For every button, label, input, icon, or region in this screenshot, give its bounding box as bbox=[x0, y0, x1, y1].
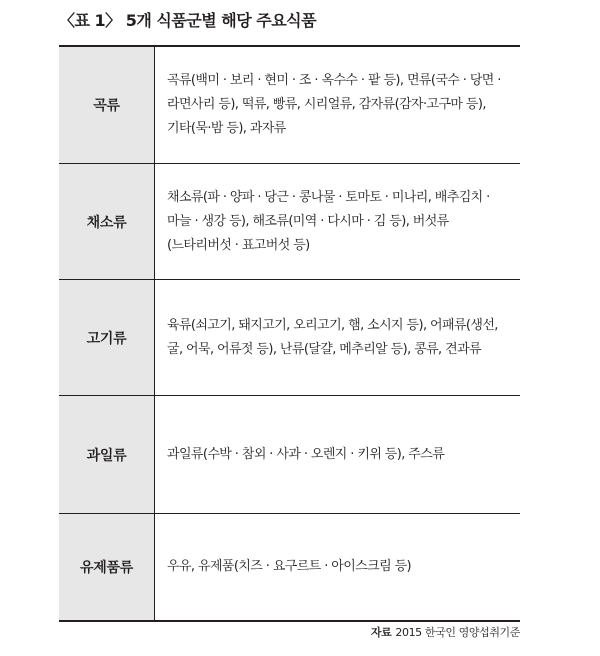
items-cell: 과일류(수박 · 참외 · 사과 · 오렌지 · 키위 등), 주스류 bbox=[167, 446, 445, 462]
items-cell: 우유, 유제품(치즈 · 요구르트 · 아이스크림 등) bbox=[167, 559, 412, 574]
category-cell: 고기류 bbox=[59, 280, 155, 395]
food-group-table bbox=[59, 45, 520, 622]
items-cell: 육류(쇠고기, 돼지고기, 오리고기, 햄, 소시지 등), 어패류(생선, 굴, 어묵, 어류젓 등), 난류(달걀, 메추리알 등), 콩류, 견과류 bbox=[167, 317, 498, 357]
items-cell: 곡류(백미 · 보리 · 현미 · 조 · 옥수수 · 팥 등), 면류(국수 · 당면 · 라면사리 등), 떡류, 빵류, 시리얼류, 감자류(감자·고구마 등), 기타(묵·밤 등), 과자류 bbox=[167, 73, 501, 136]
table-row bbox=[59, 164, 520, 280]
source-text: 2015 한국인 영양섭취기준 bbox=[395, 626, 520, 639]
items-cell: 채소류(파 · 양파 · 당근 · 콩나물 · 토마토 · 미나리, 배추김치 · 마늘 · 생강 등), 해조류(미역 · 다시마 · 김 등), 버섯류(느타리버섯 · 표고버섯 등) bbox=[167, 189, 490, 253]
table-row bbox=[59, 514, 520, 620]
category-cell: 곡류 bbox=[59, 47, 155, 163]
table-row bbox=[59, 280, 520, 396]
table-row bbox=[59, 47, 520, 164]
category-cell: 채소류 bbox=[59, 164, 155, 279]
category-cell: 과일류 bbox=[59, 396, 155, 513]
source-note bbox=[371, 624, 520, 640]
category-cell: 유제품류 bbox=[59, 514, 155, 620]
table-title: 〈표 1〉 5개 식품군별 해당 주요식품 bbox=[59, 11, 317, 30]
source-label: 자료 bbox=[370, 626, 392, 639]
table-row bbox=[59, 396, 520, 514]
